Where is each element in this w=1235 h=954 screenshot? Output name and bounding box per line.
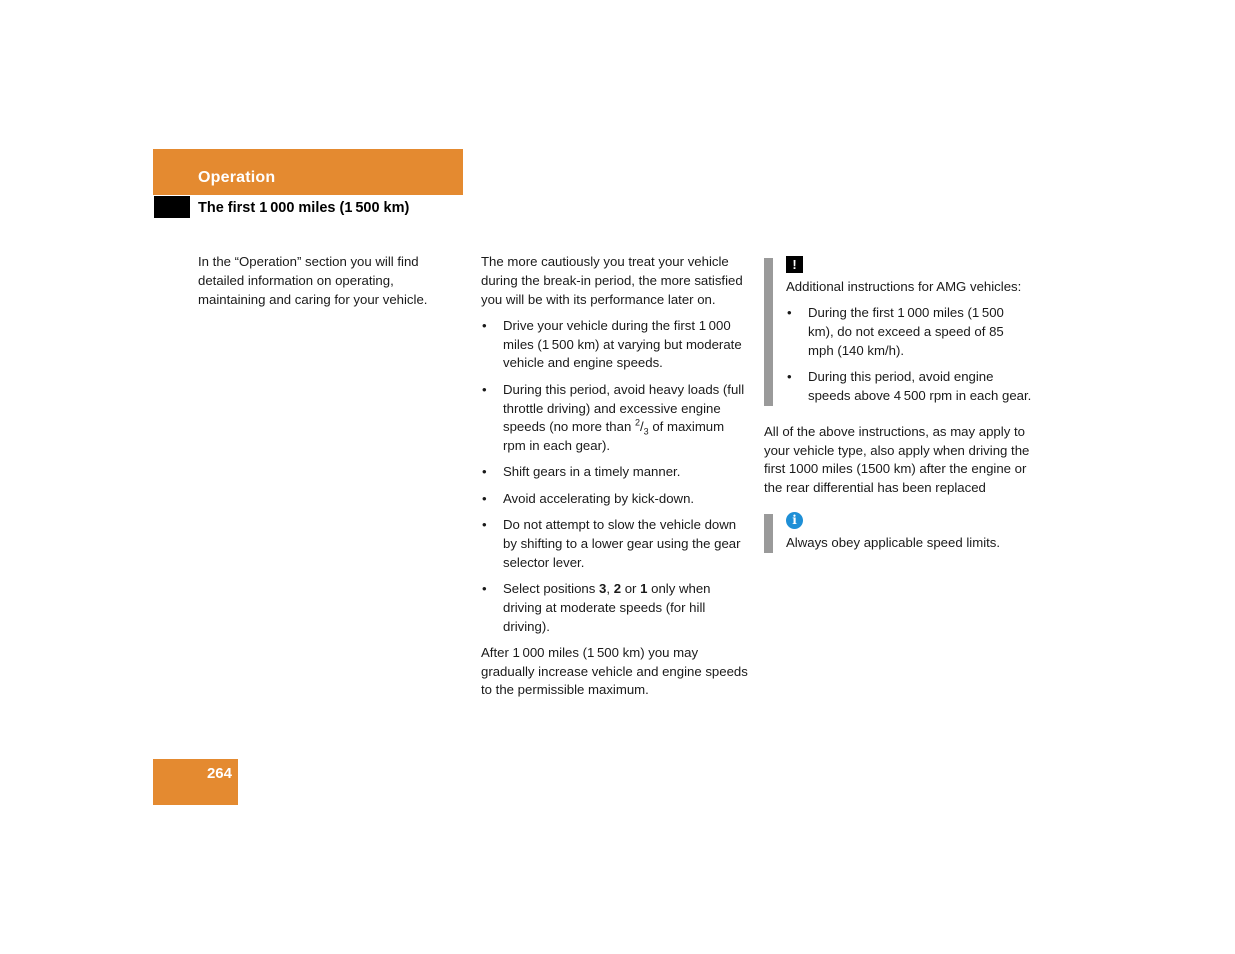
list-item: • During this period, avoid engine speeds above 4 500 rpm in each gear. xyxy=(786,368,1032,406)
page-number-box xyxy=(153,759,238,805)
list-item xyxy=(481,381,749,456)
fraction-numerator: 2 xyxy=(634,417,640,428)
list-item: • Avoid accelerating by kick-down. xyxy=(481,490,749,509)
column-right xyxy=(764,255,1032,570)
intro-paragraph: In the “Operation” section you will find detailed information on operating, maintaining and caring for your vehicle. xyxy=(198,254,428,307)
break-in-list xyxy=(481,317,749,636)
info-text: Always obey applicable speed limits. xyxy=(786,534,1001,550)
warning-notice xyxy=(764,256,1032,406)
info-notice xyxy=(764,512,1032,553)
list-item-text: of maximum rpm in each gear). xyxy=(503,419,725,454)
subsection-marker xyxy=(154,196,190,218)
list-item xyxy=(481,580,749,636)
list-item-text: only when driving at moderate speeds (for hill driving). xyxy=(503,580,711,634)
list-item: • Drive your vehicle during the first 1 000 miles (1 500 km) at varying but moderate vehicle and engine speeds. xyxy=(481,317,749,373)
list-item-text: During this period, avoid heavy loads (full throttle driving) and excessive engine speeds (no more than xyxy=(503,381,745,435)
applicability-paragraph: All of the above instructions, as may apply to your vehicle type, also apply when driving the first 1000 miles (1500 km) after the engine or the rear differential has been replaced xyxy=(764,423,1030,496)
column-left xyxy=(198,253,460,317)
column-middle xyxy=(481,253,749,708)
list-item: • Shift gears in a timely manner. xyxy=(481,463,749,482)
list-item: • Do not attempt to slow the vehicle down by shifting to a lower gear using the gear selector lever. xyxy=(481,516,749,572)
subsection-title: The first 1 000 miles (1 500 km) xyxy=(198,200,410,216)
gear-position-2: 2 xyxy=(613,580,622,596)
section-header-bar xyxy=(153,149,463,195)
gear-position-1: 1 xyxy=(640,580,648,596)
warning-icon: ! xyxy=(786,256,803,273)
fraction-denominator: 3 xyxy=(643,427,649,438)
warning-intro: Additional instructions for AMG vehicles: xyxy=(786,279,1022,294)
warning-list xyxy=(786,304,1032,405)
list-item-text: , xyxy=(606,580,614,596)
fraction-slash: / xyxy=(639,419,644,435)
list-item-text: Select positions xyxy=(503,580,600,596)
info-icon: i xyxy=(786,512,803,529)
break-in-outro: After 1 000 miles (1 500 km) you may gradually increase vehicle and engine speeds to the permissible maximum. xyxy=(481,644,748,698)
gear-position-3: 3 xyxy=(599,580,607,596)
page-number: 264 xyxy=(206,765,232,782)
list-item-text: or xyxy=(621,580,641,596)
list-item: • During the first 1 000 miles (1 500 km), do not exceed a speed of 85 mph (140 km/h). xyxy=(786,304,1032,360)
section-title: Operation xyxy=(198,169,276,186)
break-in-intro: The more cautiously you treat your vehicle during the break-in period, the more satisfied you will be with its performance later on. xyxy=(481,254,743,307)
